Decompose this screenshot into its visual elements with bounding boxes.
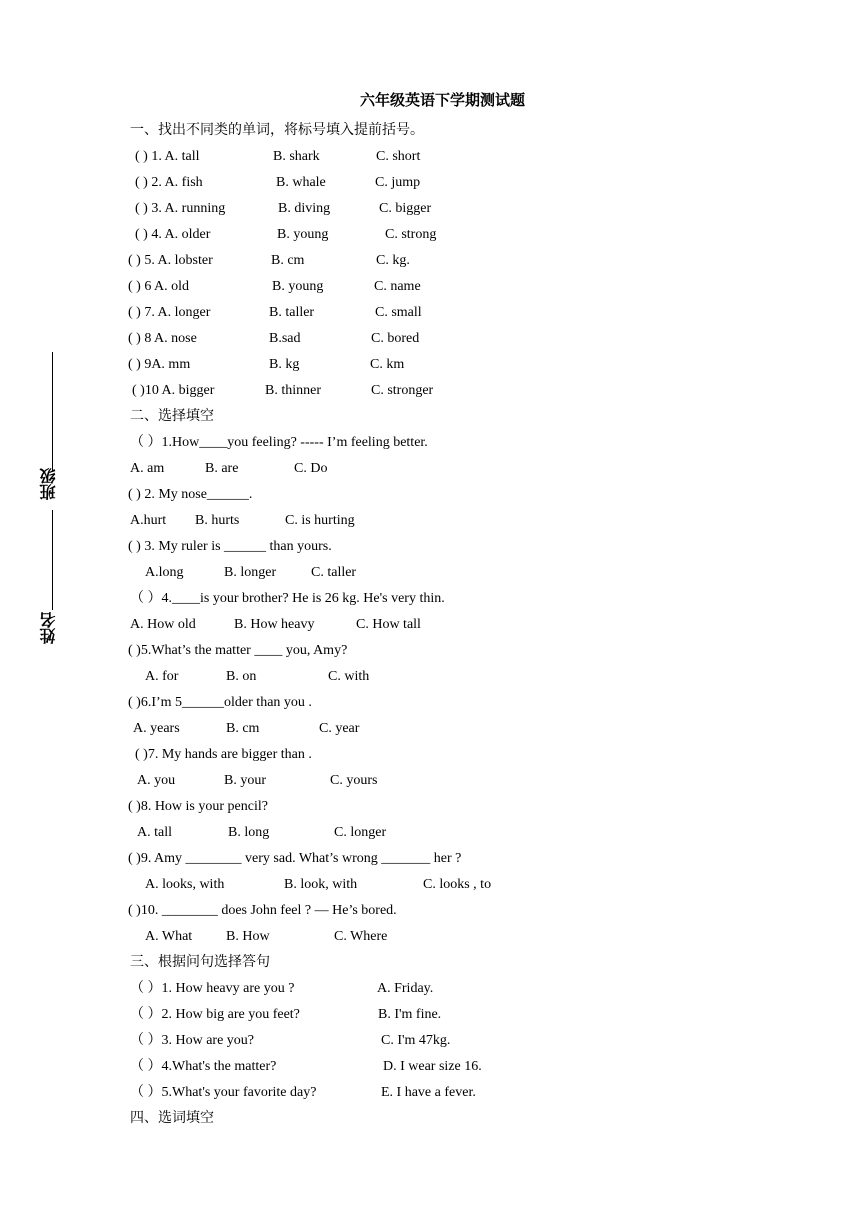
option-b: B. taller	[269, 305, 315, 320]
side-line-middle	[52, 510, 53, 610]
option-b: B. long	[228, 825, 270, 840]
question-text: （ ）4.What's the matter?	[130, 1059, 277, 1074]
option-b: B. cm	[226, 721, 260, 736]
option-c: C. bored	[371, 331, 420, 346]
option-b: B. How	[226, 929, 270, 944]
question-text: ( )10. ________ does John feel ? — He’s bored.	[128, 903, 397, 918]
question-text: ( ) 5. A. lobster	[128, 253, 213, 268]
option-c: C. looks , to	[423, 877, 492, 892]
option-c: C. with	[328, 669, 370, 684]
answer-option: C. I'm 47kg.	[381, 1033, 451, 1048]
question-text: （ ）2. How big are you feet?	[130, 1007, 300, 1022]
option-b: B.sad	[269, 331, 301, 346]
option-b: B. your	[224, 773, 266, 788]
option-b: B. on	[226, 669, 257, 684]
option-b: B. shark	[273, 149, 320, 164]
section-2-heading: 二、选择填空	[130, 409, 214, 424]
option-b: B. kg	[269, 357, 300, 372]
option-a: A. tall	[137, 825, 172, 840]
option-c: C. longer	[334, 825, 387, 840]
option-c: C. yours	[330, 773, 378, 788]
section-3-heading: 三、根据问句选择答句	[130, 955, 270, 970]
option-c: C. km	[370, 357, 405, 372]
option-c: C. stronger	[371, 383, 434, 398]
page-title: 六年级英语下学期测试题	[360, 93, 526, 109]
option-c: C. name	[374, 279, 421, 294]
option-a: A. years	[133, 721, 180, 736]
question-text: ( ) 1. A. tall	[135, 149, 200, 164]
question-text: ( ) 8 A. nose	[128, 331, 197, 346]
question-text: ( )6.I’m 5______older than you .	[128, 695, 312, 710]
question-text: ( ) 3. My ruler is ______ than yours.	[128, 539, 332, 554]
option-b: B. are	[205, 461, 239, 476]
option-c: C. small	[375, 305, 422, 320]
option-c: C. is hurting	[285, 513, 355, 528]
question-text: ( )10 A. bigger	[132, 383, 215, 398]
option-a: A. What	[145, 929, 193, 944]
option-b: B. longer	[224, 565, 277, 580]
answer-option: D. I wear size 16.	[383, 1059, 482, 1074]
question-text: ( ) 3. A. running	[135, 201, 226, 216]
side-line-top	[52, 352, 53, 472]
question-text: ( ) 4. A. older	[135, 227, 211, 242]
question-text: ( ) 2. My nose______.	[128, 487, 253, 502]
section-1-heading: 一、找出不同类的单词，将标号填入提前括号。	[130, 123, 424, 138]
option-c: C. How tall	[356, 617, 421, 632]
question-text: ( )7. My hands are bigger than .	[135, 747, 312, 762]
answer-option: A. Friday.	[377, 981, 434, 996]
option-a: A. you	[137, 773, 176, 788]
question-text: （ ）3. How are you?	[130, 1033, 255, 1048]
question-text: （ ）1.How____you feeling? ----- I’m feeling better.	[130, 435, 428, 450]
question-text: ( ) 7. A. longer	[128, 305, 211, 320]
question-text: ( ) 9A. mm	[128, 357, 191, 372]
question-text: ( )5.What’s the matter ____ you, Amy?	[128, 643, 348, 658]
option-b: B. look, with	[284, 877, 358, 892]
option-b: B. whale	[276, 175, 326, 190]
option-b: B. How heavy	[234, 617, 315, 632]
option-b: B. young	[272, 279, 324, 294]
question-text: （ ）5.What's your favorite day?	[130, 1085, 317, 1100]
option-a: A.long	[145, 565, 184, 580]
option-c: C. Where	[334, 929, 388, 944]
option-a: A. for	[145, 669, 179, 684]
answer-option: E. I have a fever.	[381, 1085, 476, 1100]
name-label: 姓名	[39, 612, 58, 644]
class-label: 班级	[39, 468, 58, 500]
question-text: （ ）4.____is your brother? He is 26 kg. He's very thin.	[130, 591, 445, 606]
option-b: B. diving	[278, 201, 331, 216]
option-c: C. short	[376, 149, 421, 164]
option-c: C. bigger	[379, 201, 432, 216]
option-c: C. year	[319, 721, 360, 736]
option-c: C. Do	[294, 461, 328, 476]
option-a: A. am	[130, 461, 165, 476]
question-text: ( )8. How is your pencil?	[128, 799, 268, 814]
option-b: B. cm	[271, 253, 305, 268]
option-c: C. kg.	[376, 253, 410, 268]
question-text: ( ) 6 A. old	[128, 279, 190, 294]
answer-option: B. I'm fine.	[378, 1007, 442, 1022]
option-a: A.hurt	[130, 513, 167, 528]
option-c: C. taller	[311, 565, 357, 580]
option-b: B. thinner	[265, 383, 321, 398]
option-c: C. jump	[375, 175, 421, 190]
option-a: A. How old	[130, 617, 196, 632]
question-text: ( )9. Amy ________ very sad. What’s wrong _______ her ?	[128, 851, 462, 866]
option-b: B. hurts	[195, 513, 240, 528]
option-c: C. strong	[385, 227, 437, 242]
question-text: ( ) 2. A. fish	[135, 175, 203, 190]
option-b: B. young	[277, 227, 329, 242]
section-4-heading: 四、选词填空	[130, 1111, 214, 1126]
option-a: A. looks, with	[145, 877, 225, 892]
question-text: （ ）1. How heavy are you ?	[130, 981, 295, 996]
